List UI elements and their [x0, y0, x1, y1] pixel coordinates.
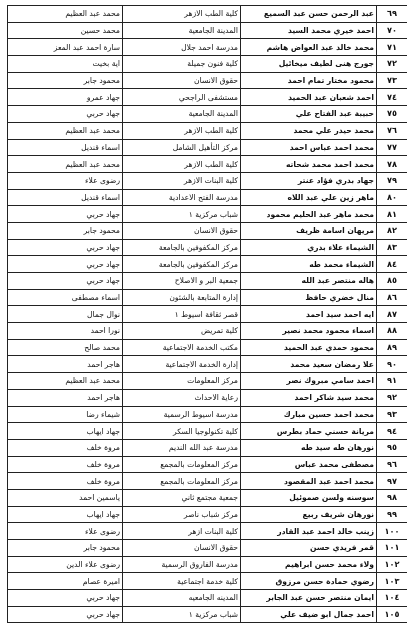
- student-name-cell: محمد احمد عبد المقصود: [241, 473, 377, 490]
- row-number-cell: ٧٢: [377, 56, 407, 73]
- row-number-cell: ٨١: [377, 206, 407, 223]
- table-row: [8, 239, 407, 256]
- organization-cell: كلية فنون جميلة: [123, 56, 241, 73]
- supervisor-cell: رضوى علاء الدين: [8, 556, 123, 573]
- student-name-cell: محمد احمد عباس احمد: [241, 139, 377, 156]
- organization-cell: جمعية البر و الاصلاح: [123, 273, 241, 290]
- row-number-cell: ٧٣: [377, 72, 407, 89]
- student-name-cell: محمد احمد محمد شحاته: [241, 156, 377, 173]
- organization-cell: مركز المكفوفين بالجامعة: [123, 256, 241, 273]
- supervisor-cell: جهاد حربي: [8, 256, 123, 273]
- organization-cell: مدرسة اسيوط الرسمية: [123, 406, 241, 423]
- supervisor-cell: اية بخيت: [8, 56, 123, 73]
- supervisor-cell: هاجر احمد: [8, 356, 123, 373]
- student-roster-table: [7, 5, 407, 623]
- table-row: [8, 22, 407, 39]
- table-row: [8, 606, 407, 623]
- table-row: [8, 189, 407, 206]
- supervisor-cell: نورا احمد: [8, 323, 123, 340]
- student-name-cell: ايه احمد سيد احمد: [241, 306, 377, 323]
- row-number-cell: ١٠٥: [377, 606, 407, 623]
- student-name-cell: جهاد بدري فؤاد عنتر: [241, 172, 377, 189]
- organization-cell: حقوق الانسان: [123, 222, 241, 239]
- supervisor-cell: ياسمين احمد: [8, 489, 123, 506]
- organization-cell: كلية البنات ازهر: [123, 523, 241, 540]
- student-name-cell: ولاء محمد حسن ابراهيم: [241, 556, 377, 573]
- table-row: [8, 6, 407, 23]
- row-number-cell: ٧٤: [377, 89, 407, 106]
- row-number-cell: ٨٩: [377, 339, 407, 356]
- organization-cell: كلية تمريض: [123, 323, 241, 340]
- student-name-cell: مصطفى محمد عباس: [241, 456, 377, 473]
- row-number-cell: ٩٩: [377, 506, 407, 523]
- supervisor-cell: جهاد ايهاب: [8, 506, 123, 523]
- roster-body: [8, 6, 407, 623]
- table-row: [8, 473, 407, 490]
- table-row: [8, 89, 407, 106]
- student-name-cell: محمود مختار تمام احمد: [241, 72, 377, 89]
- student-name-cell: رضوي حمادة حسن مرزوق: [241, 573, 377, 590]
- organization-cell: كلية تكنولوجيا السكر: [123, 423, 241, 440]
- supervisor-cell: رضوى علاء: [8, 172, 123, 189]
- row-number-cell: ٨٤: [377, 256, 407, 273]
- student-name-cell: قمر فريدي حسن: [241, 540, 377, 557]
- organization-cell: مدرسة الفتح الاعدادية: [123, 189, 241, 206]
- organization-cell: كلية الطب الازهر: [123, 156, 241, 173]
- supervisor-cell: مروة خلف: [8, 456, 123, 473]
- student-name-cell: الشيماء محمد طه: [241, 256, 377, 273]
- organization-cell: المدينه الجامعيه: [123, 590, 241, 607]
- table-row: [8, 523, 407, 540]
- table-row: [8, 122, 407, 139]
- organization-cell: المدينة الجامعية: [123, 22, 241, 39]
- row-number-cell: ٨٠: [377, 189, 407, 206]
- supervisor-cell: اميرة عصام: [8, 573, 123, 590]
- organization-cell: مستشفى الراجحي: [123, 89, 241, 106]
- table-row: [8, 406, 407, 423]
- supervisor-cell: شيماء رضا: [8, 406, 123, 423]
- row-number-cell: ٧٩: [377, 172, 407, 189]
- supervisor-cell: اسماء قنديل: [8, 139, 123, 156]
- row-number-cell: ١٠٣: [377, 573, 407, 590]
- student-name-cell: مريانة حسني حماد بطرس: [241, 423, 377, 440]
- student-name-cell: علا رمضان سعيد محمد: [241, 356, 377, 373]
- student-name-cell: الشيماء علاء بدري: [241, 239, 377, 256]
- table-row: [8, 373, 407, 390]
- row-number-cell: ٨٥: [377, 273, 407, 290]
- row-number-cell: ٦٩: [377, 6, 407, 23]
- table-row: [8, 39, 407, 56]
- row-number-cell: ٩٥: [377, 439, 407, 456]
- table-row: [8, 423, 407, 440]
- organization-cell: إدارة المتابعة بالشئون: [123, 289, 241, 306]
- organization-cell: قصر ثقافة اسيوط ١: [123, 306, 241, 323]
- supervisor-cell: هاجر احمد: [8, 389, 123, 406]
- organization-cell: مركز المعلومات بالمجمع: [123, 473, 241, 490]
- table-row: [8, 556, 407, 573]
- student-name-cell: ايمان منتصر حسن عبد الجابر: [241, 590, 377, 607]
- table-row: [8, 506, 407, 523]
- table-row: [8, 273, 407, 290]
- table-row: [8, 72, 407, 89]
- organization-cell: جمعية مجتمع ثاني: [123, 489, 241, 506]
- organization-cell: كلية الطب الازهر: [123, 6, 241, 23]
- student-name-cell: ماهر زين علي عبد اللاه: [241, 189, 377, 206]
- row-number-cell: ٧٦: [377, 122, 407, 139]
- row-number-cell: ٧٥: [377, 106, 407, 123]
- student-name-cell: اسماء محمود محمد نصير: [241, 323, 377, 340]
- supervisor-cell: جهاد عمرو: [8, 89, 123, 106]
- supervisor-cell: محمود جابر: [8, 222, 123, 239]
- student-name-cell: جورج هنى لطيف ميخائيل: [241, 56, 377, 73]
- row-number-cell: ٧٧: [377, 139, 407, 156]
- row-number-cell: ٧٨: [377, 156, 407, 173]
- student-name-cell: مريهان اسامة ظريف: [241, 222, 377, 239]
- student-name-cell: نورهان طه سيد طه: [241, 439, 377, 456]
- organization-cell: كلية البنات الازهر: [123, 172, 241, 189]
- row-number-cell: ٩٠: [377, 356, 407, 373]
- row-number-cell: ٩٢: [377, 389, 407, 406]
- table-row: [8, 206, 407, 223]
- table-row: [8, 172, 407, 189]
- row-number-cell: ٩٤: [377, 423, 407, 440]
- student-name-cell: سوسنه ولسن صموئيل: [241, 489, 377, 506]
- table-row: [8, 356, 407, 373]
- supervisor-cell: محمد حسين: [8, 22, 123, 39]
- supervisor-cell: جهاد حربي: [8, 590, 123, 607]
- student-name-cell: زينب خالد احمد عبد القادر: [241, 523, 377, 540]
- organization-cell: مدرسة احمد جلال: [123, 39, 241, 56]
- student-name-cell: محمود حمدي عبد الحميد: [241, 339, 377, 356]
- student-name-cell: منال خضري حافظ: [241, 289, 377, 306]
- organization-cell: مدرسة الفاروق الرسمية: [123, 556, 241, 573]
- student-name-cell: محمد ماهر عبد الحليم محمود: [241, 206, 377, 223]
- supervisor-cell: جهاد حربي: [8, 239, 123, 256]
- organization-cell: رعاية الاحداث: [123, 389, 241, 406]
- supervisor-cell: جهاد حربي: [8, 606, 123, 623]
- supervisor-cell: رضوى علاء: [8, 523, 123, 540]
- table-row: [8, 590, 407, 607]
- row-number-cell: ٨٦: [377, 289, 407, 306]
- row-number-cell: ٨٧: [377, 306, 407, 323]
- table-row: [8, 256, 407, 273]
- supervisor-cell: مروة خلف: [8, 473, 123, 490]
- supervisor-cell: محمود جابر: [8, 72, 123, 89]
- student-name-cell: احمد شعبان عبد الحميد: [241, 89, 377, 106]
- student-name-cell: احمد جمال ابو ضيف علي: [241, 606, 377, 623]
- organization-cell: مركز المعلومات بالمجمع: [123, 456, 241, 473]
- row-number-cell: ٧٠: [377, 22, 407, 39]
- supervisor-cell: محمد عبد العظيم: [8, 122, 123, 139]
- student-name-cell: احمد خيري محمد السيد: [241, 22, 377, 39]
- row-number-cell: ٨٣: [377, 239, 407, 256]
- supervisor-cell: جهاد حربي: [8, 273, 123, 290]
- organization-cell: مكتب الخدمة الاجتماعية: [123, 339, 241, 356]
- row-number-cell: ٩٣: [377, 406, 407, 423]
- table-row: [8, 540, 407, 557]
- table-row: [8, 389, 407, 406]
- organization-cell: كلية الطب الازهر: [123, 122, 241, 139]
- organization-cell: مركز شباب ناصر: [123, 506, 241, 523]
- supervisor-cell: محمد عبد العظيم: [8, 373, 123, 390]
- row-number-cell: ٩٦: [377, 456, 407, 473]
- row-number-cell: ١٠٢: [377, 556, 407, 573]
- supervisor-cell: محمود جابر: [8, 540, 123, 557]
- student-name-cell: محمد خالد عبد العواض هاشم: [241, 39, 377, 56]
- supervisor-cell: جهاد حربي: [8, 106, 123, 123]
- organization-cell: مدرسة عبد الله النديم: [123, 439, 241, 456]
- supervisor-cell: محمد عبد العظيم: [8, 6, 123, 23]
- table-row: [8, 139, 407, 156]
- row-number-cell: ١٠٤: [377, 590, 407, 607]
- table-row: [8, 489, 407, 506]
- student-name-cell: عبد الرحمن حسن عبد السميع: [241, 6, 377, 23]
- student-name-cell: محمد حيدر علي محمد: [241, 122, 377, 139]
- table-row: [8, 106, 407, 123]
- row-number-cell: ٩٨: [377, 489, 407, 506]
- supervisor-cell: جهاد حربي: [8, 206, 123, 223]
- row-number-cell: ٨٢: [377, 222, 407, 239]
- organization-cell: إدارة الخدمة الاجتماعية: [123, 356, 241, 373]
- supervisor-cell: محمد صالح: [8, 339, 123, 356]
- student-name-cell: محمد سيد شاكر احمد: [241, 389, 377, 406]
- table-row: [8, 439, 407, 456]
- student-name-cell: حبيبة عبد الفتاح علي: [241, 106, 377, 123]
- supervisor-cell: مروة خلف: [8, 439, 123, 456]
- organization-cell: مركز التأهيل الشامل: [123, 139, 241, 156]
- student-name-cell: نورهان شريف ربيع: [241, 506, 377, 523]
- organization-cell: حقوق الانسان: [123, 72, 241, 89]
- student-name-cell: احمد سامي مبروك نصر: [241, 373, 377, 390]
- row-number-cell: ٨٨: [377, 323, 407, 340]
- organization-cell: شباب مركزية ١: [123, 606, 241, 623]
- organization-cell: مركز المكفوفين بالجامعة: [123, 239, 241, 256]
- row-number-cell: ١٠٠: [377, 523, 407, 540]
- table-row: [8, 573, 407, 590]
- organization-cell: شباب مركزية ١: [123, 206, 241, 223]
- supervisor-cell: اسماء قنديل: [8, 189, 123, 206]
- table-row: [8, 156, 407, 173]
- table-row: [8, 306, 407, 323]
- organization-cell: مركز المعلومات: [123, 373, 241, 390]
- table-row: [8, 456, 407, 473]
- student-name-cell: هاله منتصر عبد الله: [241, 273, 377, 290]
- supervisor-cell: نوال جمال: [8, 306, 123, 323]
- table-row: [8, 222, 407, 239]
- supervisor-cell: اسماء مصطفى: [8, 289, 123, 306]
- supervisor-cell: محمد عبد العظيم: [8, 156, 123, 173]
- row-number-cell: ١٠١: [377, 540, 407, 557]
- row-number-cell: ٩٧: [377, 473, 407, 490]
- table-row: [8, 56, 407, 73]
- organization-cell: المدينة الجامعية: [123, 106, 241, 123]
- table-row: [8, 339, 407, 356]
- table-row: [8, 323, 407, 340]
- row-number-cell: ٧١: [377, 39, 407, 56]
- supervisor-cell: سارة احمد عبد المعز: [8, 39, 123, 56]
- organization-cell: كلية خدمة اجتماعية: [123, 573, 241, 590]
- student-name-cell: محمد احمد حسين مبارك: [241, 406, 377, 423]
- supervisor-cell: جهاد ايهاب: [8, 423, 123, 440]
- table-row: [8, 289, 407, 306]
- row-number-cell: ٩١: [377, 373, 407, 390]
- organization-cell: حقوق الانسان: [123, 540, 241, 557]
